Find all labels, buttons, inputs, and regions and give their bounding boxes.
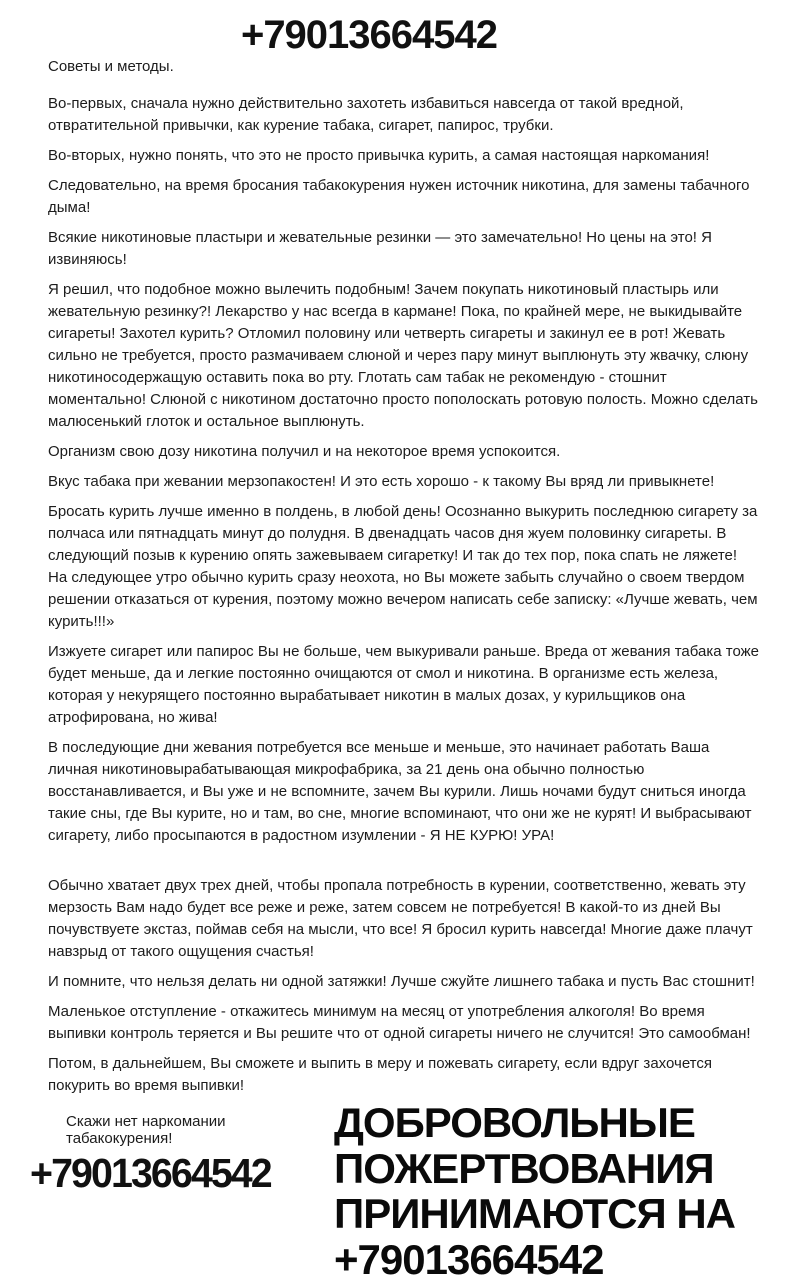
paragraph: Следовательно, на время бросания табакокурения нужен источник никотина, для замены табачного дыма! — [48, 177, 750, 216]
footer-left-column — [30, 1105, 320, 1194]
paragraph: Обычно хватает двух трех дней, чтобы пропала потребность в курении, соответственно, жевать эту мерзость Вам надо будет все реже и реже, затем совсем не потребуется! В какой-то из дней Вы почувствуете экстаз, поймав себя на мысли, что все! Я бросил курить навсегда! Многие даже плачут навзрыд от такого ощущения счастья! — [48, 877, 753, 960]
paragraph: Всякие никотиновые пластыри и жевательные резинки — это замечательно! Но цены на это! Я извиняюсь! — [48, 229, 712, 268]
paragraph: Организм свою дозу никотина получил и на некоторое время успокоится. — [48, 443, 561, 460]
donation-heading-line-1: ДОБРОВОЛЬНЫЕ — [334, 1099, 695, 1146]
footer-phone-number: +79013664542 — [30, 1150, 271, 1196]
paragraph: Маленькое отступление - откажитесь минимум на месяц от употребления алкоголя! Во время выпивки контроль теряется и Вы решите что от одной сигареты ничего не случится! Это самообман! — [48, 1003, 751, 1042]
top-phone-number: +79013664542 — [240, 13, 498, 57]
paragraph: В последующие дни жевания потребуется все меньше и меньше, это начинает работать Ваша личная никотиновырабатывающая микрофабрика, за 21 день она обычно полностью восстанавливается, и Вы уже и не вспомните, зачем Вы курили. Лишь ночами будут сниться иногда такие сны, где Вы курите, но и там, во сне, многие вспоминают, что они же не курят! И выбрасывают сигарету, либо просыпаются в радостном изумлении - Я НЕ КУРЮ! УРА! — [48, 739, 752, 844]
footer — [30, 1099, 760, 1284]
paragraph: Потом, в дальнейшем, Вы сможете и выпить в меру и пожевать сигарету, если вдруг захочется покурить во время выпивки! — [48, 1055, 712, 1094]
donation-phone-number: +79013664542 — [334, 1236, 604, 1284]
document-body — [48, 93, 760, 1097]
paragraph: Вкус табака при жевании мерзопакостен! И это есть хорошо - к такому Вы вряд ли привыкнете! — [48, 473, 715, 490]
paragraph: Бросать курить лучше именно в полдень, в любой день! Осознанно выкурить последнюю сигарету за полчаса или пятнадцать минут до полудня. В двенадцать часов дня жуем половинку сигареты. В следующий позыв к курению опять зажевываем сигаретку! И так до тех пор, пока спать не ляжете! На следующее утро обычно курить сразу неохота, но Вы можете забыть случайно о своем твердом решении отказаться от курения, поэтому можно вечером написать себе записку: «Лучше жевать, чем курить!!!» — [48, 503, 758, 630]
paragraph: Во-первых, сначала нужно действительно захотеть избавиться навсегда от такой вредной, отвратительной привычки, как курение табака, сигарет, папирос, трубки. — [48, 95, 684, 134]
paragraph: Изжуете сигарет или папирос Вы не больше, чем выкуривали раньше. Вреда от жевания табака тоже будет меньше, да и легкие постоянно очищаются от смол и никотина. В организме есть железа, которая у некурящего постоянно вырабатывает никотин в малых дозах, у курильщиков она атрофирована, но жива! — [48, 643, 759, 726]
paragraph: Я решил, что подобное можно вылечить подобным! Зачем покупать никотиновый пластырь или жевательную резинку?! Лекарство у нас всегда в кармане! Пока, по крайней мере, не выкидывайте сигареты! Захотел курить? Отломил половину или четверть сигареты и закинул ее в рот! Жевать сильно не требуется, просто размачиваем слюной и через пару минут выплюнуть эту жвачку, слюну никотиносодержащую оставить пока во рту. Глотать сам табак не рекомендую - стошнит моментально! Слюной с никотином достаточно просто пополоскать ротовую полость. Можно сделать малюсенький глоток и остальное выплюнуть. — [48, 281, 758, 430]
paragraph: Во-вторых, нужно понять, что это не просто привычка курить, а самая настоящая наркомания! — [48, 147, 710, 164]
doc-subtitle: Советы и методы. — [48, 58, 174, 75]
donation-heading-line-2: ПОЖЕРТВОВАНИЯ — [334, 1144, 714, 1192]
paragraph: И помните, что нельзя делать ни одной затяжки! Лучше сжуйте лишнего табака и пусть Вас стошнит! — [48, 973, 755, 990]
footer-slogan: Скажи нет наркомании табакокурения! — [66, 1113, 226, 1147]
donation-heading — [334, 1101, 735, 1284]
donation-heading-line-3: ПРИНИМАЮТСЯ НА — [334, 1190, 735, 1238]
